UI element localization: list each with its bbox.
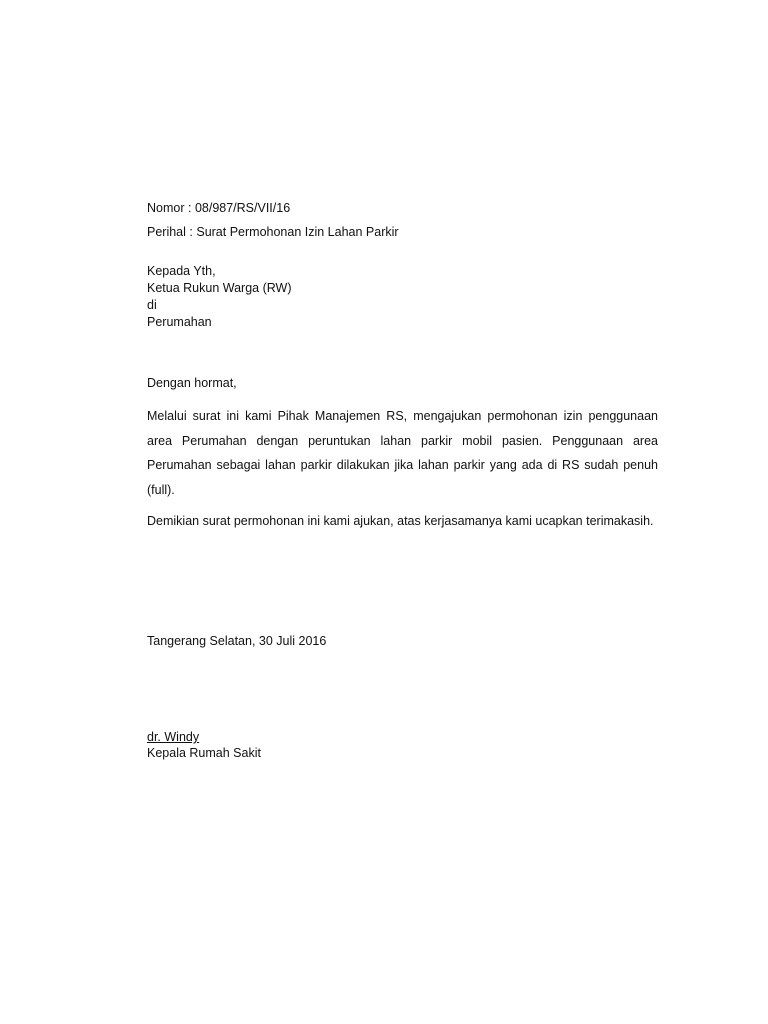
body-paragraph-2: Demikian surat permohonan ini kami ajukan, atas kerjasamanya kami ucapkan terimakasih. <box>147 514 654 528</box>
signer-title: Kepala Rumah Sakit <box>147 746 261 760</box>
perihal-value: : Surat Permohonan Izin Lahan Parkir <box>189 225 399 239</box>
place-date: Tangerang Selatan, 30 Juli 2016 <box>147 634 327 648</box>
perihal-label: Perihal <box>147 225 186 239</box>
recipient-location: Perumahan <box>147 315 212 329</box>
nomor-line <box>147 200 290 216</box>
signer-name: dr. Windy <box>147 730 200 744</box>
nomor-value: : 08/987/RS/VII/16 <box>188 201 291 215</box>
recipient-title: Ketua Rukun Warga (RW) <box>147 281 292 295</box>
salutation: Dengan hormat, <box>147 376 237 390</box>
recipient-greeting: Kepada Yth, <box>147 264 216 278</box>
body-paragraph-1: Melalui surat ini kami Pihak Manajemen RS, mengajukan permohonan izin penggunaan area Perumahan dengan peruntukan lahan parkir mobil pasien. Penggunaan area Perumahan sebagai lahan parkir dilakukan jika lahan parkir yang ada di RS sudah penuh (full). <box>147 409 658 497</box>
recipient-di: di <box>147 298 157 312</box>
perihal-line <box>147 224 399 240</box>
nomor-label: Nomor <box>147 201 185 215</box>
